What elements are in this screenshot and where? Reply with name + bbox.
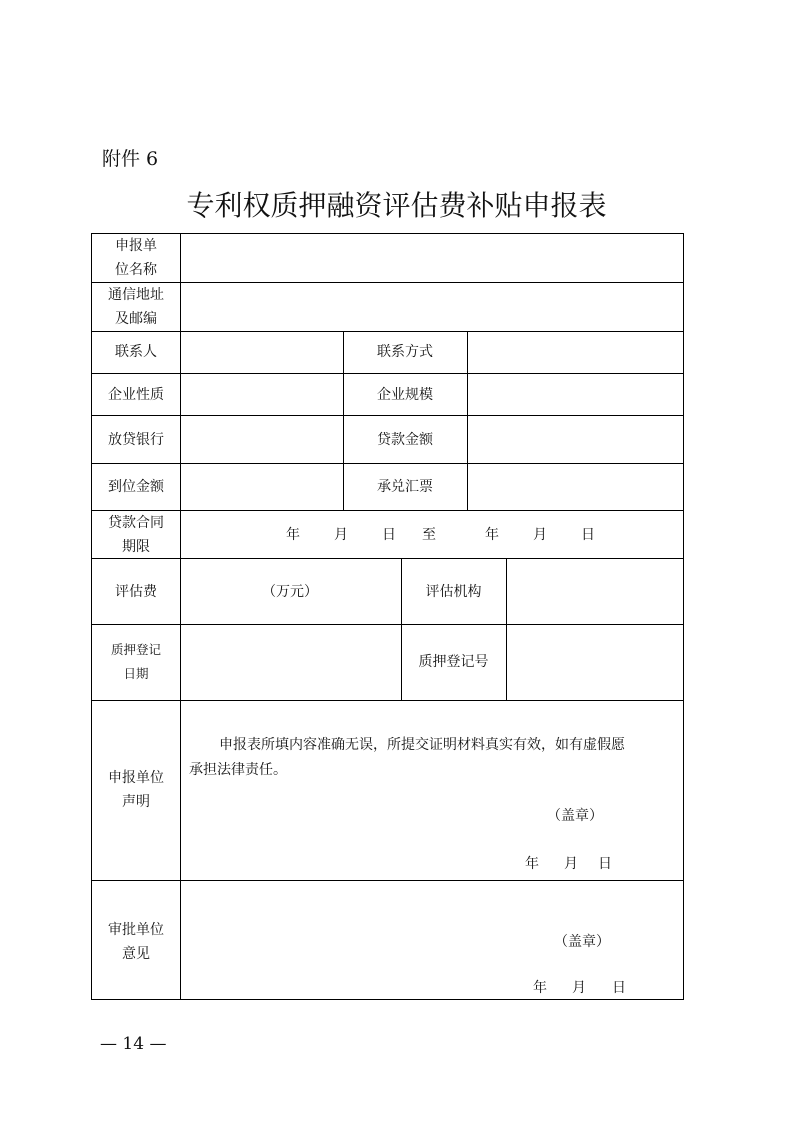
scale-label: 企业规模 <box>377 387 433 403</box>
term-year-end: 年 <box>485 527 499 543</box>
attachment-label: 附件 6 <box>102 148 159 170</box>
contact-field[interactable] <box>181 332 343 373</box>
declaration-month: 月 <box>564 856 578 872</box>
page-number: — 14 — <box>100 1034 167 1054</box>
fee-label: 评估费 <box>115 584 157 600</box>
contact-method-field[interactable] <box>468 332 683 373</box>
term-day-start: 日 <box>382 527 396 543</box>
declaration-label: 申报单位声明 <box>108 770 164 810</box>
nature-label: 企业性质 <box>108 387 164 403</box>
approval-seal: （盖章） <box>554 934 610 950</box>
nature-field[interactable] <box>181 374 343 415</box>
scale-field[interactable] <box>468 374 683 415</box>
bank-label: 放贷银行 <box>108 432 164 448</box>
loan-amount-field[interactable] <box>468 416 683 463</box>
term-day-end: 日 <box>581 527 595 543</box>
contact-method-label: 联系方式 <box>377 344 433 360</box>
pledge-date-field[interactable] <box>181 625 401 700</box>
approval-year: 年 <box>533 980 547 996</box>
contact-label: 联系人 <box>115 344 157 360</box>
applicant-name-label: 申报单位名称 <box>115 238 157 278</box>
pledge-no-field[interactable] <box>507 625 683 700</box>
received-amount-field[interactable] <box>181 464 343 510</box>
fee-unit: （万元） <box>262 584 318 600</box>
loan-amount-label: 贷款金额 <box>377 432 433 448</box>
agency-label: 评估机构 <box>425 584 482 600</box>
bank-field[interactable] <box>181 416 343 463</box>
contract-term-label: 贷款合同期限 <box>108 515 164 555</box>
term-month-start: 月 <box>334 527 348 543</box>
acceptance-bill-label: 承兑汇票 <box>377 479 433 495</box>
term-to: 至 <box>422 527 436 543</box>
approval-month: 月 <box>572 980 586 996</box>
agency-field[interactable] <box>507 559 683 624</box>
term-month-end: 月 <box>533 527 547 543</box>
address-label: 通信地址及邮编 <box>108 287 164 327</box>
received-amount-label: 到位金额 <box>108 479 164 495</box>
declaration-year: 年 <box>525 856 539 872</box>
applicant-name-field[interactable] <box>92 234 180 282</box>
declaration-seal: （盖章） <box>547 808 603 824</box>
declaration-text-line1: 申报表所填内容准确无误，所提交证明材料真实有效，如有虚假愿 <box>219 737 625 753</box>
declaration-text-line2: 承担法律责任。 <box>189 762 287 778</box>
pledge-date-label: 质押登记日期 <box>110 642 161 681</box>
pledge-no-label: 质押登记号 <box>418 654 489 670</box>
declaration-day: 日 <box>598 856 612 872</box>
term-year-start: 年 <box>286 527 300 543</box>
page-title: 专利权质押融资评估费补贴申报表 <box>186 189 607 222</box>
approval-day: 日 <box>612 980 626 996</box>
acceptance-bill-field[interactable] <box>468 464 683 510</box>
application-form-table <box>91 233 684 1000</box>
approval-label: 审批单位意见 <box>108 922 164 962</box>
